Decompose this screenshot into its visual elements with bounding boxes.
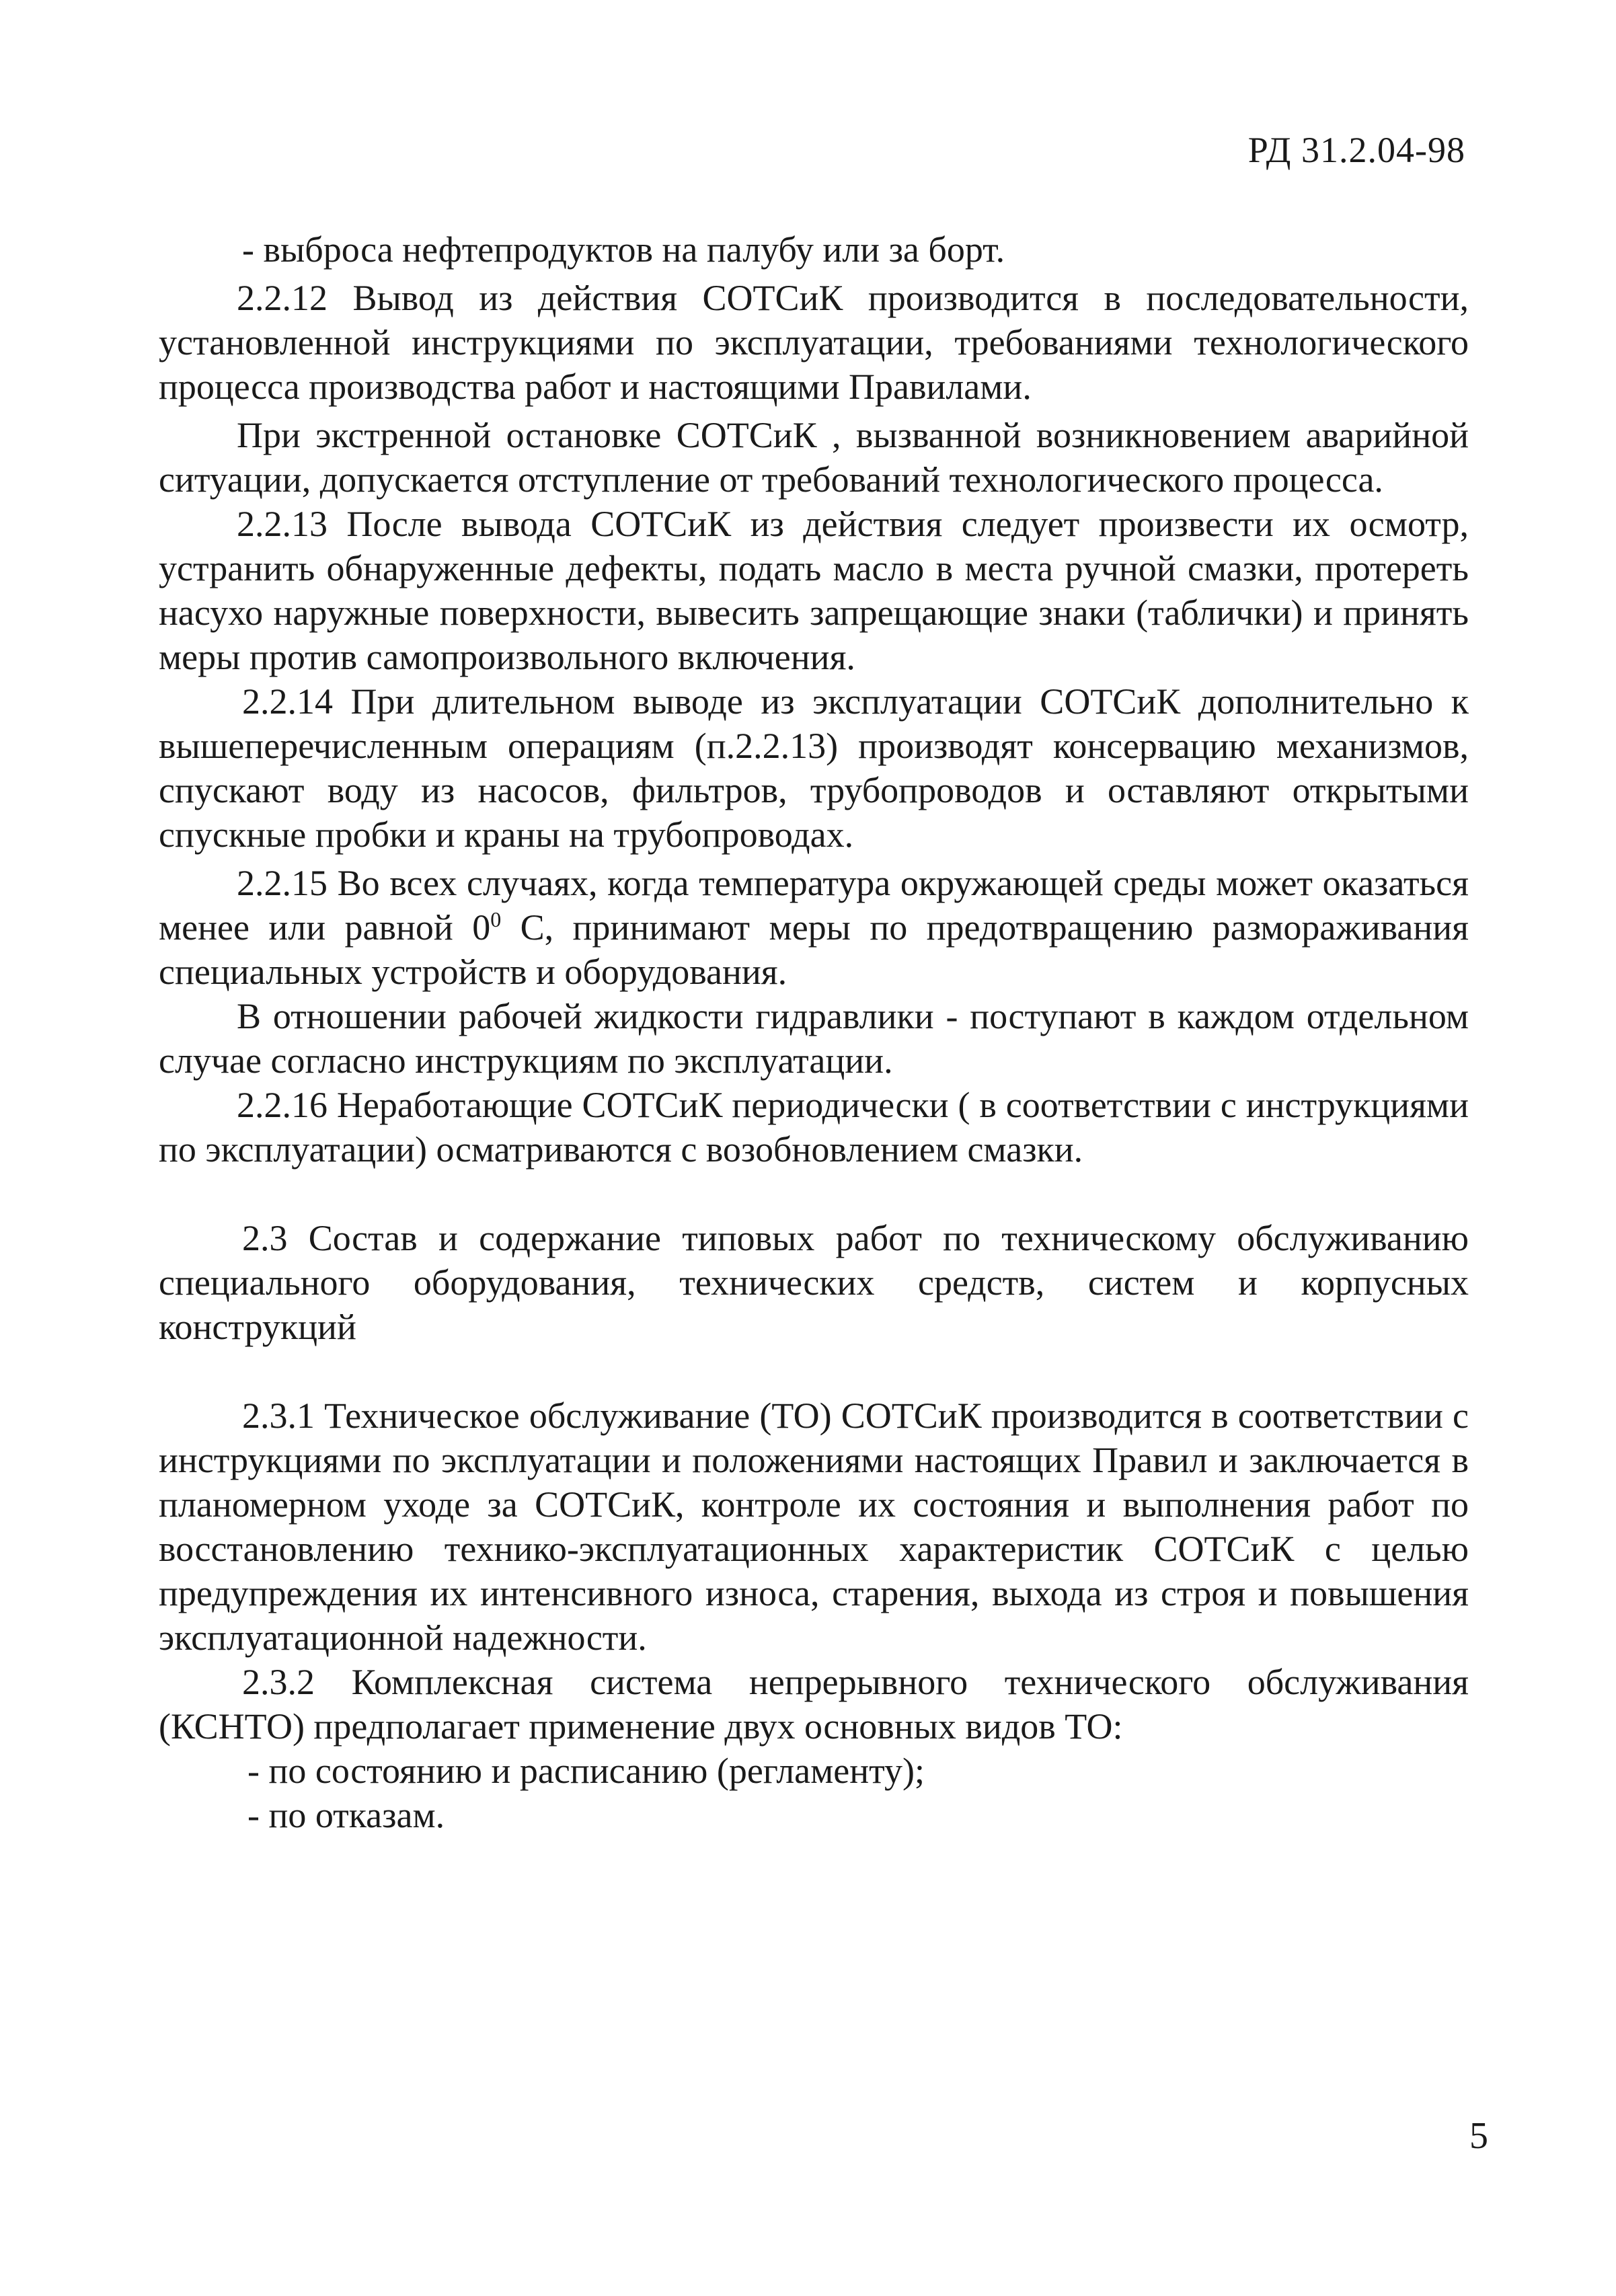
paragraph-2-3-2: 2.3.2 Комплексная система непрерывного технического обслуживания (КСНТО) предполагает применение двух основных видов ТО: <box>159 1662 1469 1747</box>
paragraph-emergency-stop: При экстренной остановке СОТСиК , вызванной возникновением аварийной ситуации, допускается отступление от требований технологического процесса. <box>159 415 1469 500</box>
paragraph-2-2-16: 2.2.16 Неработающие СОТСиК периодически ( в соответствии с инструкциями по эксплуатации) осматриваются с возобновлением смазки. <box>159 1085 1469 1170</box>
list-item: - по состоянию и расписанию (регламенту); <box>247 1751 925 1791</box>
paragraph-2-2-12: 2.2.12 Вывод из действия СОТСиК производится в последовательности, установленной инструкциями по эксплуатации, требованиями технологического процесса производства работ и настоящими Правилами. <box>159 278 1469 407</box>
document-code: РД 31.2.04-98 <box>1247 130 1465 170</box>
paragraph-hydraulic-fluid: В отношении рабочей жидкости гидравлики - поступают в каждом отдельном случае согласно инструкциям по эксплуатации. <box>159 996 1469 1081</box>
paragraph-2-2-15 <box>159 861 1469 994</box>
section-heading-2-3: 2.3 Состав и содержание типовых работ по техническому обслуживанию специального оборудования, технических средств, систем и корпусных конструкций <box>159 1218 1469 1347</box>
page-number: 5 <box>1469 2115 1488 2157</box>
paragraph-list-continuation: - выброса нефтепродуктов на палубу или за борт. <box>242 229 1005 270</box>
paragraph-2-2-15-text-before: 2.2.15 Во всех случаях, когда температура окружающей среды может оказаться менее или равной 0 <box>159 863 1469 948</box>
paragraph-2-3-1: 2.3.1 Техническое обслуживание (ТО) СОТСиК производится в соответствии с инструкциями по эксплуатации и положениями настоящих Правил и заключается в планомерном уходе за СОТСиК, контроле их состояния и выполнения работ по восстановлению технико-эксплуатационных характеристик СОТСиК с целью предупреждения их интенсивного износа, старения, выхода из строя и повышения эксплуатационной надежности. <box>159 1395 1469 1658</box>
document-body <box>159 227 1469 1837</box>
degree-superscript: 0 <box>490 907 502 931</box>
list-item: - по отказам. <box>247 1795 445 1835</box>
paragraph-2-2-14: 2.2.14 При длительном выводе из эксплуатации СОТСиК дополнительно к вышеперечисленным операциям (п.2.2.13) производят консервацию механизмов, спускают воду из насосов, фильтров, трубопроводов и оставляют открытыми спускные пробки и краны на трубопроводах. <box>159 681 1469 855</box>
paragraph-2-2-15-text-after: С, принимают меры по предотвращению размораживания специальных устройств и оборудования. <box>159 907 1469 992</box>
paragraph-2-2-13: 2.2.13 После вывода СОТСиК из действия следует произвести их осмотр, устранить обнаруженные дефекты, подать масло в места ручной смазки, протереть насухо наружные поверхности, вывесить запрещающие знаки (таблички) и принять меры против самопроизвольного включения. <box>159 504 1469 677</box>
